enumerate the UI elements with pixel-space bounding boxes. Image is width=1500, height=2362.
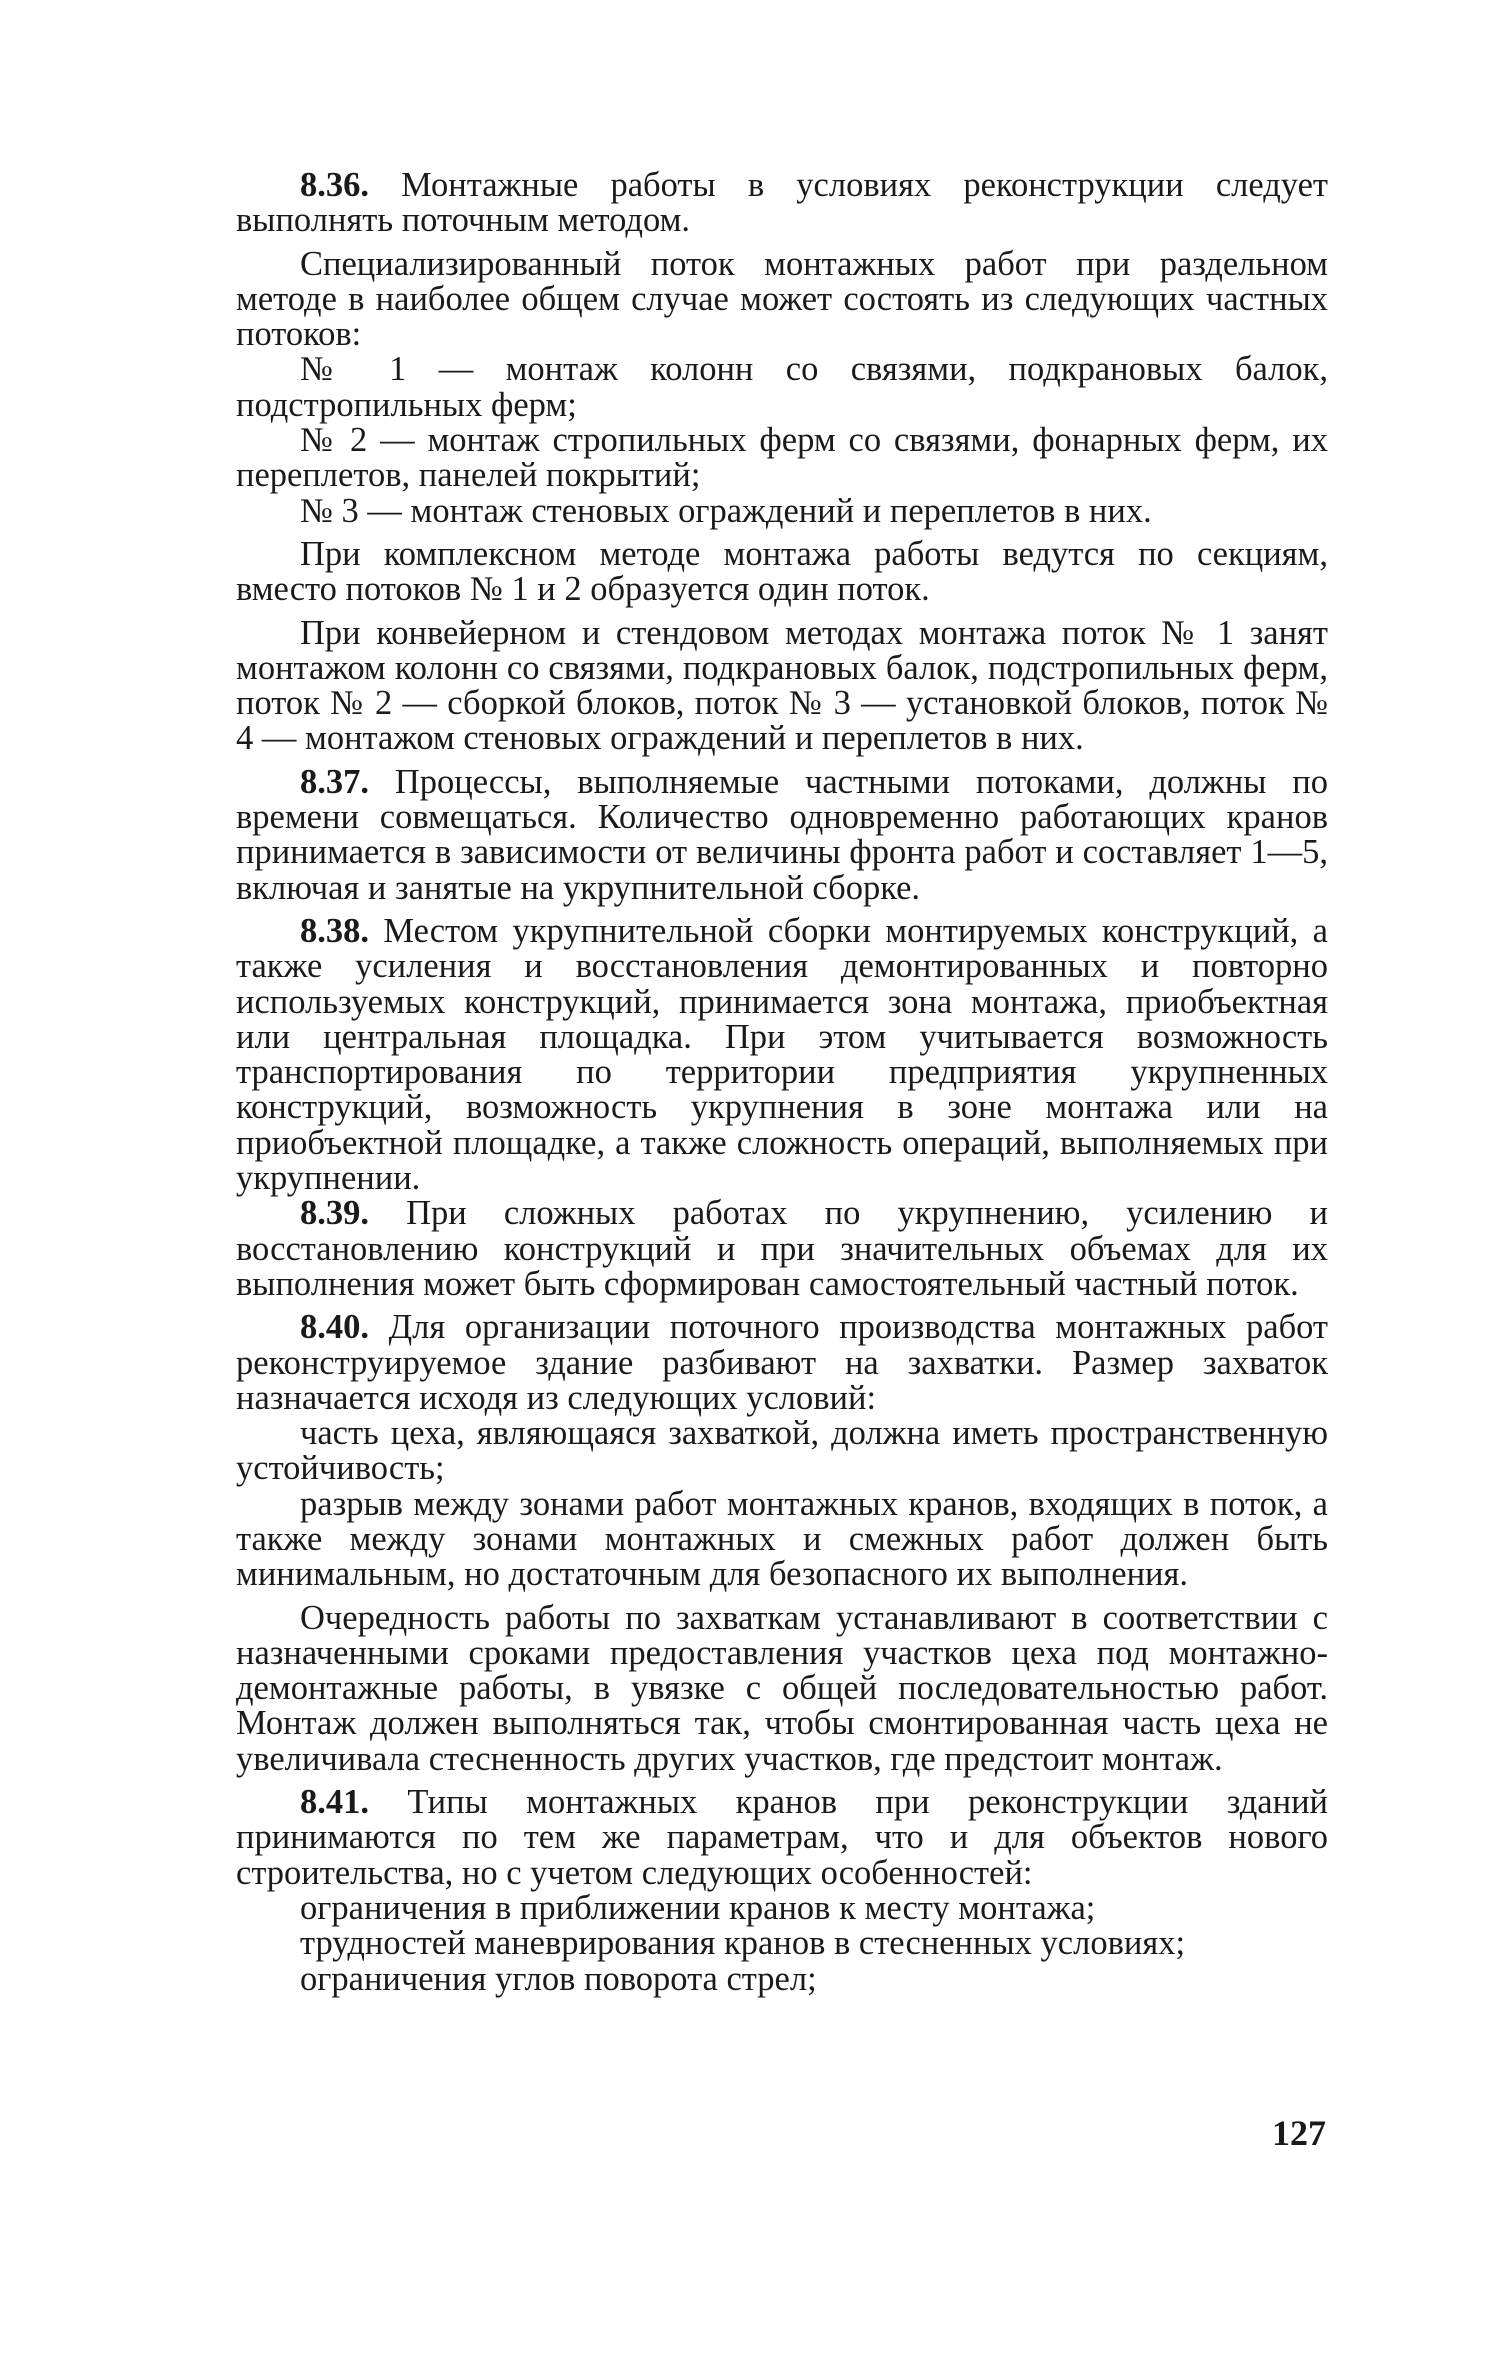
paragraph-8-38: [236, 911, 1328, 1198]
paragraph: [236, 244, 1328, 354]
clause-number: 8.38.: [300, 911, 369, 950]
paragraph-text: Монтажные работы в условиях реконструкции следует выполнять поточным методом.: [236, 166, 1328, 240]
paragraph-text: № 1 — монтаж колонн со связями, подкрановых балок, подстропильных ферм;: [236, 350, 1328, 424]
paragraph-text: часть цеха, являющаяся захваткой, должна иметь пространственную устойчивость;: [236, 1414, 1328, 1488]
list-item-stream-2: [236, 423, 1328, 494]
clause-number: 8.39.: [300, 1194, 369, 1233]
list-item-condition: [236, 1416, 1328, 1487]
paragraph-text: трудностей маневрирования кранов в стесненных условиях;: [300, 1924, 1186, 1963]
list-item-stream-3: [236, 491, 1328, 530]
paragraph-text: № 2 — монтаж стропильных ферм со связями, фонарных ферм, их переплетов, панелей покрытий;: [236, 421, 1328, 495]
paragraph-text: Для организации поточного производства монтажных работ реконструируемое здание разбивают на захватки. Размер захваток назначается исходя из следующих условий:: [236, 1308, 1328, 1417]
paragraph: [236, 1598, 1328, 1778]
clause-number: 8.37.: [300, 762, 369, 801]
list-item-feature: [236, 1959, 1328, 1998]
paragraph: [236, 613, 1328, 758]
paragraph-text: № 3 — монтаж стеновых ограждений и переплетов в них.: [300, 491, 1152, 530]
paragraph-text: При конвейерном и стендовом методах монтажа поток № 1 занят монтажом колонн со связями, подкрановых балок, подстропильных ферм, поток № 2 — сборкой блоков, поток № 3 — установкой блоков, поток № 4 — монтажом стеновых ограждений и переплетов в них.: [236, 613, 1328, 758]
paragraph-text: Типы монтажных кранов при реконструкции зданий принимаются по тем же параметрам, что и для объектов нового строительства, но с учетом следующих особенностей:: [236, 1783, 1328, 1892]
paragraph-8-40: [236, 1310, 1328, 1416]
paragraph-text: Местом укрупнительной сборки монтируемых конструкций, а также усиления и восстановления демонтированных и повторно используемых конструкций, принимается зона монтажа, приобъектная или центральная площадка. При этом учитывается возможность транспортирования по территории предприятия укрупненных конструкций, возможность укрупнения в зоне монтажа или на приобъектной площадке, а также сложность операций, выполняемых при укрупнении.: [236, 911, 1328, 1198]
list-item-feature: [236, 1888, 1328, 1927]
paragraph: [236, 534, 1328, 609]
page-number: 127: [1272, 2113, 1326, 2153]
paragraph-8-36: [236, 168, 1328, 239]
paragraph-text: Специализированный поток монтажных работ при раздельном методе в наиболее общем случае может состоять из следующих частных потоков:: [236, 244, 1328, 354]
clause-number: 8.41.: [300, 1783, 369, 1822]
clause-number: 8.36.: [300, 166, 369, 204]
paragraph-text: ограничения углов поворота стрел;: [300, 1959, 817, 1998]
paragraph-8-37: [236, 762, 1328, 907]
list-item-feature: [236, 1926, 1328, 1961]
list-item-stream-1: [236, 352, 1328, 423]
paragraph-text: При комплексном методе монтажа работы ведутся по секциям, вместо потоков № 1 и 2 образуется один поток.: [236, 534, 1328, 609]
paragraph-text: Процессы, выполняемые частными потоками, должны по времени совмещаться. Количество одновременно работающих кранов принимается в зависимости от величины фронта работ и составляет 1—5, включая и занятые на укрупнительной сборке.: [236, 762, 1328, 907]
paragraph-text: Очередность работы по захваткам устанавливают в соответствии с назначенными сроками предоставления участков цеха под монтажно-демонтажные работы, в увязке с общей последовательностью работ. Монтаж должен выполняться так, чтобы смонтированная часть цеха не увеличивала стесненность других участков, где предстоит монтаж.: [236, 1598, 1328, 1778]
paragraph-text: При сложных работах по укрупнению, усилению и восстановлению конструкций и при значительных объемах для их выполнения может быть сформирован самостоятельный частный поток.: [236, 1194, 1328, 1303]
paragraph-text: разрыв между зонами работ монтажных кранов, входящих в поток, а также между зонами монтажных и смежных работ должен быть минимальным, но достаточным для безопасного их выполнения.: [236, 1484, 1328, 1594]
list-item-condition: [236, 1484, 1328, 1594]
paragraph-text: ограничения в приближении кранов к месту монтажа;: [300, 1888, 1096, 1927]
document-body: [236, 168, 1328, 1997]
paragraph-8-41: [236, 1785, 1328, 1891]
clause-number: 8.40.: [300, 1308, 369, 1347]
paragraph-8-39: [236, 1196, 1328, 1302]
